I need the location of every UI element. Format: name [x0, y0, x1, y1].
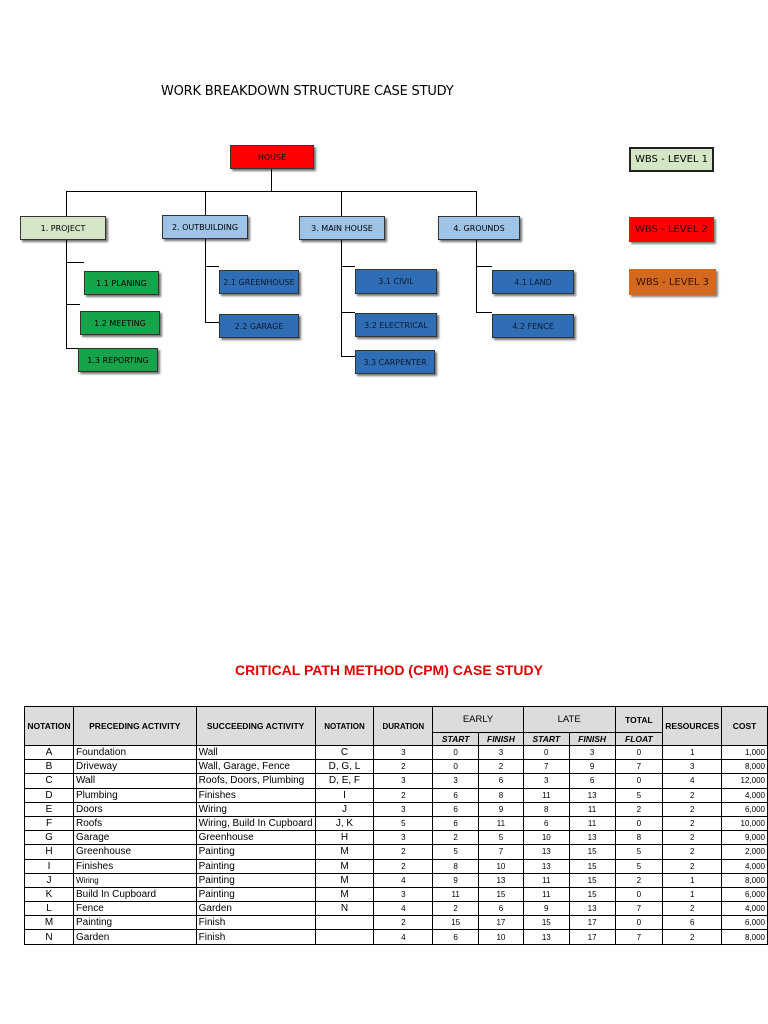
- total-float-cell: 5: [615, 788, 663, 802]
- preceding-cell: Garage: [73, 831, 196, 845]
- early-finish-cell: 9: [479, 802, 524, 816]
- resources-cell: 1: [663, 746, 722, 760]
- duration-cell: 3: [374, 802, 433, 816]
- wbs-node-meeting: 1.2 MEETING: [80, 311, 160, 335]
- cost-cell: 12,000: [722, 774, 768, 788]
- succeeding-cell: Finish: [196, 930, 315, 944]
- late-finish-cell: 15: [569, 887, 615, 901]
- early-finish-cell: 10: [479, 930, 524, 944]
- notation-cell: B: [25, 760, 74, 774]
- connector-line: [341, 266, 355, 267]
- preceding-cell: Wall: [73, 774, 196, 788]
- connector-line: [66, 262, 84, 263]
- succeeding-cell: Roofs, Doors, Plumbing: [196, 774, 315, 788]
- connector-line: [66, 239, 67, 262]
- connector-line: [205, 266, 219, 267]
- table-row: [25, 873, 768, 887]
- notation-cell: A: [25, 746, 74, 760]
- late-start-cell: 6: [523, 816, 569, 830]
- legend-level-2: WBS - LEVEL 2: [629, 217, 714, 242]
- cost-cell: 9,000: [722, 831, 768, 845]
- header-late-start: START: [523, 733, 569, 746]
- preceding-cell: Finishes: [73, 859, 196, 873]
- cost-cell: 8,000: [722, 930, 768, 944]
- notation2-cell: M: [315, 859, 374, 873]
- resources-cell: 2: [663, 816, 722, 830]
- total-float-cell: 7: [615, 902, 663, 916]
- late-finish-cell: 6: [569, 774, 615, 788]
- notation-cell: L: [25, 902, 74, 916]
- early-start-cell: 6: [433, 816, 479, 830]
- late-finish-cell: 13: [569, 831, 615, 845]
- wbs-node-garage: 2.2 GARAGE: [219, 314, 299, 338]
- header-notation: NOTATION: [25, 707, 74, 746]
- connector-line: [476, 312, 492, 313]
- late-finish-cell: 15: [569, 873, 615, 887]
- table-row: [25, 930, 768, 944]
- duration-cell: 2: [374, 916, 433, 930]
- succeeding-cell: Painting: [196, 859, 315, 873]
- preceding-cell: Garden: [73, 930, 196, 944]
- late-finish-cell: 3: [569, 746, 615, 760]
- late-start-cell: 0: [523, 746, 569, 760]
- total-float-cell: 2: [615, 802, 663, 816]
- early-finish-cell: 6: [479, 902, 524, 916]
- cost-cell: 6,000: [722, 916, 768, 930]
- notation-cell: F: [25, 816, 74, 830]
- table-row: [25, 845, 768, 859]
- total-float-cell: 7: [615, 930, 663, 944]
- connector-line: [271, 168, 272, 192]
- late-start-cell: 15: [523, 916, 569, 930]
- connector-line: [341, 356, 355, 357]
- total-float-cell: 0: [615, 816, 663, 830]
- resources-cell: 2: [663, 788, 722, 802]
- duration-cell: 3: [374, 831, 433, 845]
- late-start-cell: 13: [523, 845, 569, 859]
- notation2-cell: D, G, L: [315, 760, 374, 774]
- early-start-cell: 2: [433, 831, 479, 845]
- preceding-cell: Doors: [73, 802, 196, 816]
- late-start-cell: 7: [523, 760, 569, 774]
- succeeding-cell: Painting: [196, 845, 315, 859]
- connector-line: [341, 312, 355, 313]
- cpm-table-body: [25, 746, 768, 945]
- wbs-node-fence: 4.2 FENCE: [492, 314, 574, 338]
- notation-cell: M: [25, 916, 74, 930]
- preceding-cell: Fence: [73, 902, 196, 916]
- succeeding-cell: Wiring: [196, 802, 315, 816]
- resources-cell: 1: [663, 873, 722, 887]
- legend-level-1: WBS - LEVEL 1: [629, 147, 714, 172]
- late-finish-cell: 15: [569, 845, 615, 859]
- resources-cell: 4: [663, 774, 722, 788]
- late-start-cell: 11: [523, 873, 569, 887]
- early-start-cell: 2: [433, 902, 479, 916]
- wbs-node-house: HOUSE: [230, 145, 314, 169]
- preceding-cell: Plumbing: [73, 788, 196, 802]
- cost-cell: 1,000: [722, 746, 768, 760]
- wbs-node-reporting: 1.3 REPORTING: [78, 348, 158, 372]
- succeeding-cell: Greenhouse: [196, 831, 315, 845]
- cost-cell: 4,000: [722, 788, 768, 802]
- notation2-cell: N: [315, 902, 374, 916]
- early-finish-cell: 10: [479, 859, 524, 873]
- duration-cell: 2: [374, 845, 433, 859]
- succeeding-cell: Garden: [196, 902, 315, 916]
- early-finish-cell: 8: [479, 788, 524, 802]
- wbs-node-civil: 3.1 CIVIL: [355, 269, 437, 294]
- total-float-cell: 0: [615, 887, 663, 901]
- notation-cell: I: [25, 859, 74, 873]
- late-finish-cell: 11: [569, 816, 615, 830]
- early-finish-cell: 13: [479, 873, 524, 887]
- notation2-cell: M: [315, 887, 374, 901]
- early-finish-cell: 3: [479, 746, 524, 760]
- late-start-cell: 11: [523, 788, 569, 802]
- header-float: FLOAT: [615, 733, 663, 746]
- early-start-cell: 11: [433, 887, 479, 901]
- header-succeeding: SUCCEEDING ACTIVITY: [196, 707, 315, 746]
- succeeding-cell: Painting: [196, 873, 315, 887]
- late-finish-cell: 13: [569, 902, 615, 916]
- header-early-start: START: [433, 733, 479, 746]
- early-start-cell: 6: [433, 802, 479, 816]
- notation2-cell: [315, 930, 374, 944]
- cpm-title: CRITICAL PATH METHOD (CPM) CASE STUDY: [235, 662, 543, 678]
- succeeding-cell: Painting: [196, 887, 315, 901]
- succeeding-cell: Wall, Garage, Fence: [196, 760, 315, 774]
- early-finish-cell: 6: [479, 774, 524, 788]
- duration-cell: 2: [374, 788, 433, 802]
- notation-cell: G: [25, 831, 74, 845]
- late-start-cell: 13: [523, 859, 569, 873]
- late-start-cell: 13: [523, 930, 569, 944]
- header-duration: DURATION: [374, 707, 433, 746]
- late-start-cell: 9: [523, 902, 569, 916]
- header-notation-2: NOTATION: [315, 707, 374, 746]
- table-row: [25, 902, 768, 916]
- connector-line: [66, 191, 67, 216]
- resources-cell: 6: [663, 916, 722, 930]
- early-start-cell: 8: [433, 859, 479, 873]
- table-row: [25, 859, 768, 873]
- duration-cell: 2: [374, 760, 433, 774]
- cost-cell: 8,000: [722, 873, 768, 887]
- resources-cell: 2: [663, 831, 722, 845]
- duration-cell: 4: [374, 930, 433, 944]
- resources-cell: 2: [663, 859, 722, 873]
- header-resources: RESOURCES: [663, 707, 722, 746]
- total-float-cell: 0: [615, 916, 663, 930]
- wbs-node-electrical: 3.2 ELECTRICAL: [355, 313, 437, 337]
- notation2-cell: [315, 916, 374, 930]
- header-late: LATE: [523, 707, 615, 733]
- connector-line: [341, 239, 342, 357]
- connector-line: [205, 191, 206, 215]
- late-finish-cell: 17: [569, 916, 615, 930]
- resources-cell: 3: [663, 760, 722, 774]
- wbs-node-outbuilding: 2. OUTBUILDING: [162, 215, 248, 239]
- notation-cell: J: [25, 873, 74, 887]
- notation-cell: N: [25, 930, 74, 944]
- early-finish-cell: 11: [479, 816, 524, 830]
- wbs-node-greenhouse: 2.1 GREENHOUSE: [219, 270, 299, 294]
- connector-line: [66, 304, 80, 305]
- early-start-cell: 6: [433, 930, 479, 944]
- table-row: [25, 788, 768, 802]
- late-finish-cell: 15: [569, 859, 615, 873]
- early-start-cell: 15: [433, 916, 479, 930]
- early-finish-cell: 5: [479, 831, 524, 845]
- late-start-cell: 8: [523, 802, 569, 816]
- connector-line: [476, 239, 477, 312]
- connector-line: [205, 239, 206, 323]
- wbs-node-carpenter: 3.3 CARPENTER: [355, 350, 435, 374]
- table-row: [25, 887, 768, 901]
- header-cost: COST: [722, 707, 768, 746]
- early-start-cell: 9: [433, 873, 479, 887]
- notation-cell: H: [25, 845, 74, 859]
- connector-line: [66, 262, 67, 348]
- total-float-cell: 2: [615, 873, 663, 887]
- early-start-cell: 5: [433, 845, 479, 859]
- late-finish-cell: 9: [569, 760, 615, 774]
- cost-cell: 4,000: [722, 859, 768, 873]
- duration-cell: 3: [374, 774, 433, 788]
- header-early: EARLY: [433, 707, 524, 733]
- notation2-cell: C: [315, 746, 374, 760]
- early-finish-cell: 7: [479, 845, 524, 859]
- cpm-table: [24, 706, 768, 945]
- header-early-finish: FINISH: [479, 733, 524, 746]
- cost-cell: 6,000: [722, 887, 768, 901]
- connector-line: [66, 348, 78, 349]
- late-start-cell: 3: [523, 774, 569, 788]
- resources-cell: 2: [663, 845, 722, 859]
- header-total: TOTAL: [615, 707, 663, 733]
- late-finish-cell: 13: [569, 788, 615, 802]
- total-float-cell: 8: [615, 831, 663, 845]
- total-float-cell: 0: [615, 746, 663, 760]
- preceding-cell: Greenhouse: [73, 845, 196, 859]
- late-finish-cell: 11: [569, 802, 615, 816]
- connector-line: [341, 191, 342, 216]
- notation2-cell: I: [315, 788, 374, 802]
- header-preceding: PRECEDING ACTIVITY: [73, 707, 196, 746]
- duration-cell: 3: [374, 746, 433, 760]
- preceding-cell: Foundation: [73, 746, 196, 760]
- table-row: [25, 774, 768, 788]
- total-float-cell: 5: [615, 859, 663, 873]
- duration-cell: 5: [374, 816, 433, 830]
- table-row: [25, 831, 768, 845]
- preceding-cell: Roofs: [73, 816, 196, 830]
- duration-cell: 4: [374, 873, 433, 887]
- duration-cell: 4: [374, 902, 433, 916]
- connector-line: [66, 191, 477, 192]
- notation-cell: K: [25, 887, 74, 901]
- notation2-cell: J, K: [315, 816, 374, 830]
- preceding-cell: Build In Cupboard: [73, 887, 196, 901]
- cost-cell: 10,000: [722, 816, 768, 830]
- connector-line: [476, 266, 492, 267]
- late-start-cell: 11: [523, 887, 569, 901]
- notation-cell: C: [25, 774, 74, 788]
- succeeding-cell: Finish: [196, 916, 315, 930]
- table-row: [25, 802, 768, 816]
- resources-cell: 2: [663, 902, 722, 916]
- early-start-cell: 3: [433, 774, 479, 788]
- total-float-cell: 5: [615, 845, 663, 859]
- preceding-cell: Wiring: [73, 873, 196, 887]
- notation2-cell: J: [315, 802, 374, 816]
- table-row: [25, 916, 768, 930]
- connector-line: [205, 322, 219, 323]
- wbs-node-project: 1. PROJECT: [20, 216, 106, 240]
- preceding-cell: Driveway: [73, 760, 196, 774]
- total-float-cell: 0: [615, 774, 663, 788]
- wbs-node-grounds: 4. GROUNDS: [438, 216, 520, 240]
- table-row: [25, 746, 768, 760]
- succeeding-cell: Finishes: [196, 788, 315, 802]
- wbs-node-planing: 1.1 PLANING: [84, 271, 159, 295]
- cost-cell: 6,000: [722, 802, 768, 816]
- notation2-cell: H: [315, 831, 374, 845]
- resources-cell: 2: [663, 930, 722, 944]
- wbs-node-land: 4.1 LAND: [492, 270, 574, 294]
- duration-cell: 3: [374, 887, 433, 901]
- resources-cell: 2: [663, 802, 722, 816]
- early-start-cell: 6: [433, 788, 479, 802]
- notation-cell: E: [25, 802, 74, 816]
- wbs-title: WORK BREAKDOWN STRUCTURE CASE STUDY: [161, 84, 454, 99]
- table-row: [25, 816, 768, 830]
- cost-cell: 4,000: [722, 902, 768, 916]
- cost-cell: 2,000: [722, 845, 768, 859]
- late-finish-cell: 17: [569, 930, 615, 944]
- legend-level-3: WBS - LEVEL 3: [629, 269, 716, 295]
- succeeding-cell: Wall: [196, 746, 315, 760]
- duration-cell: 2: [374, 859, 433, 873]
- late-start-cell: 10: [523, 831, 569, 845]
- early-finish-cell: 17: [479, 916, 524, 930]
- header-late-finish: FINISH: [569, 733, 615, 746]
- resources-cell: 1: [663, 887, 722, 901]
- early-start-cell: 0: [433, 746, 479, 760]
- early-finish-cell: 15: [479, 887, 524, 901]
- wbs-node-main-house: 3. MAIN HOUSE: [299, 216, 385, 240]
- table-row: [25, 760, 768, 774]
- connector-line: [476, 191, 477, 216]
- notation2-cell: D, E, F: [315, 774, 374, 788]
- succeeding-cell: Wiring, Build In Cupboard: [196, 816, 315, 830]
- total-float-cell: 7: [615, 760, 663, 774]
- early-finish-cell: 2: [479, 760, 524, 774]
- notation2-cell: M: [315, 845, 374, 859]
- cost-cell: 8,000: [722, 760, 768, 774]
- notation-cell: D: [25, 788, 74, 802]
- preceding-cell: Painting: [73, 916, 196, 930]
- early-start-cell: 0: [433, 760, 479, 774]
- notation2-cell: M: [315, 873, 374, 887]
